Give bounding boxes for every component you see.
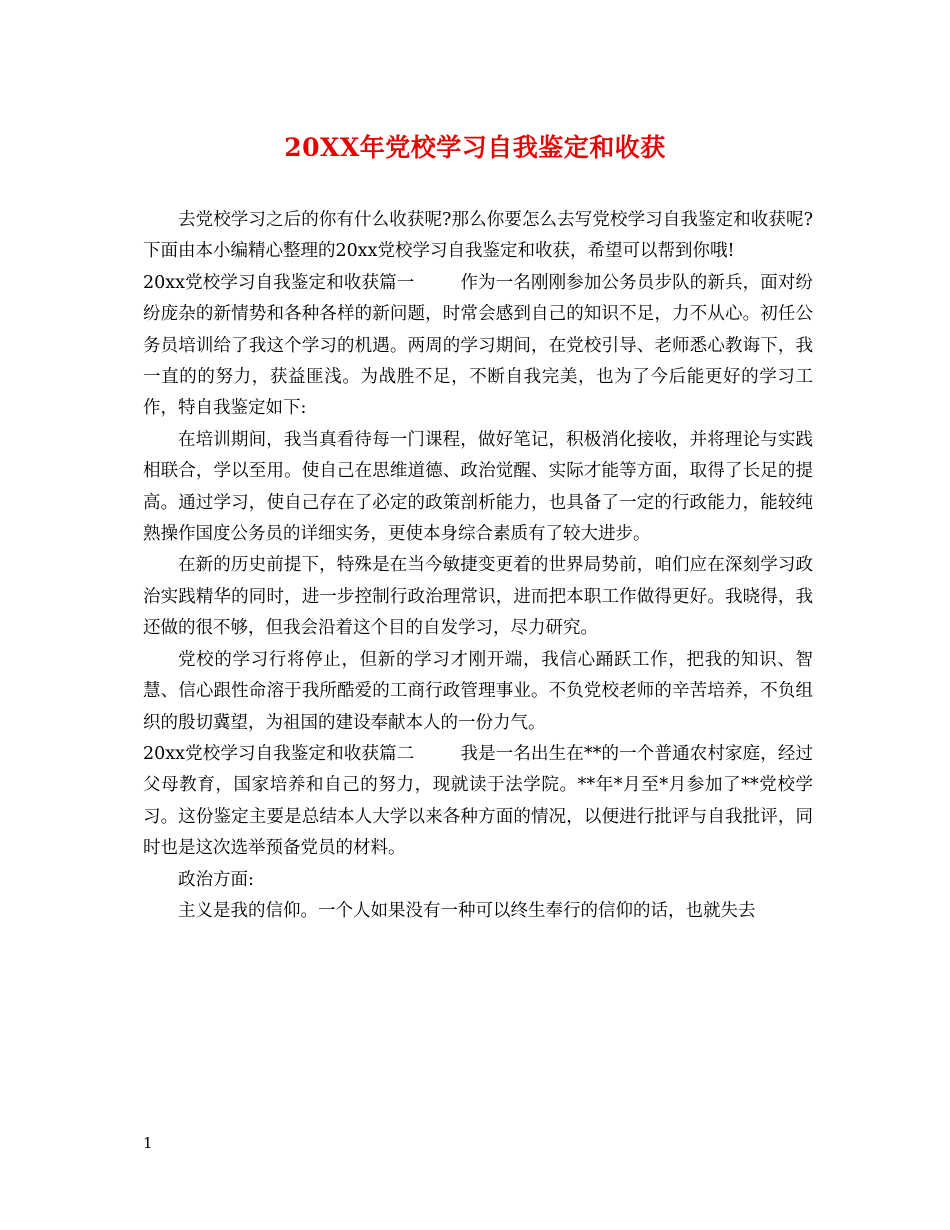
document-body — [143, 205, 813, 927]
paragraph-section-one — [143, 268, 813, 425]
section-one-text: 作为一名刚刚参加公务员步队的新兵，面对纷纷庞杂的新情势和各种各样的新问题，时常会感到自己的知识不足，力不从心。初任公务员培训给了我这个学习的机遇。两周的学习期间，在党校引导、老师悉心教诲下，我一直的的努力，获益匪浅。为战胜不足，不断自我完美，也为了今后能更好的学习工作，特自我鉴定如下: — [143, 272, 813, 419]
document-title: 20XX年党校学习自我鉴定和收获 — [284, 133, 666, 162]
paragraph-conclusion: 党校的学习行将停止，但新的学习才刚开端，我信心踊跃工作，把我的知识、智慧、信心跟性命溶于我所酷爱的工商行政管理事业。不负党校老师的辛苦培养，不负组织的殷切冀望，为祖国的建设奉献本人的一份力气。 — [143, 649, 813, 733]
paragraph-intro: 去党校学习之后的你有什么收获呢?那么你要怎么去写党校学习自我鉴定和收获呢?下面由本小编精心整理的20xx党校学习自我鉴定和收获，希望可以帮到你哦! — [143, 210, 813, 262]
paragraph-training: 在培训期间，我当真看待每一门课程，做好笔记，积极消化接收，并将理论与实践相联合，学以至用。使自己在思维道德、政治觉醒、实际才能等方面，取得了长足的提高。通过学习，使自己存在了必定的政策剖析能力，也具备了一定的行政能力，能较纯熟操作国度公务员的详细实务，更使本身综合素质有了较大进步。 — [143, 429, 813, 545]
paragraph-political-heading: 政治方面: — [178, 869, 254, 890]
page-number: 1 — [143, 1134, 153, 1152]
paragraph-section-two — [143, 739, 813, 865]
paragraph-belief: 主义是我的信仰。一个人如果没有一种可以终生奉行的信仰的话，也就失去 — [178, 900, 756, 921]
section-two-text: 我是一名出生在**的一个普通农村家庭，经过父母教育，国家培养和自己的努力，现就读于法学院。**年*月至*月参加了**党校学习。这份鉴定主要是总结本人大学以来各种方面的情况，以便进行批评与自我批评，同时也是这次选举预备党员的材料。 — [143, 743, 813, 859]
section-one-heading: 20xx党校学习自我鉴定和收获篇一 — [143, 272, 415, 293]
paragraph-history: 在新的历史前提下，特殊是在当今敏捷变更着的世界局势前，咱们应在深刻学习政治实践精华的同时，进一步控制行政治理常识，进而把本职工作做得更好。我晓得，我还做的很不够，但我会沿着这个目的自发学习，尽力研究。 — [143, 555, 813, 639]
section-two-heading: 20xx党校学习自我鉴定和收获篇二 — [143, 743, 415, 764]
